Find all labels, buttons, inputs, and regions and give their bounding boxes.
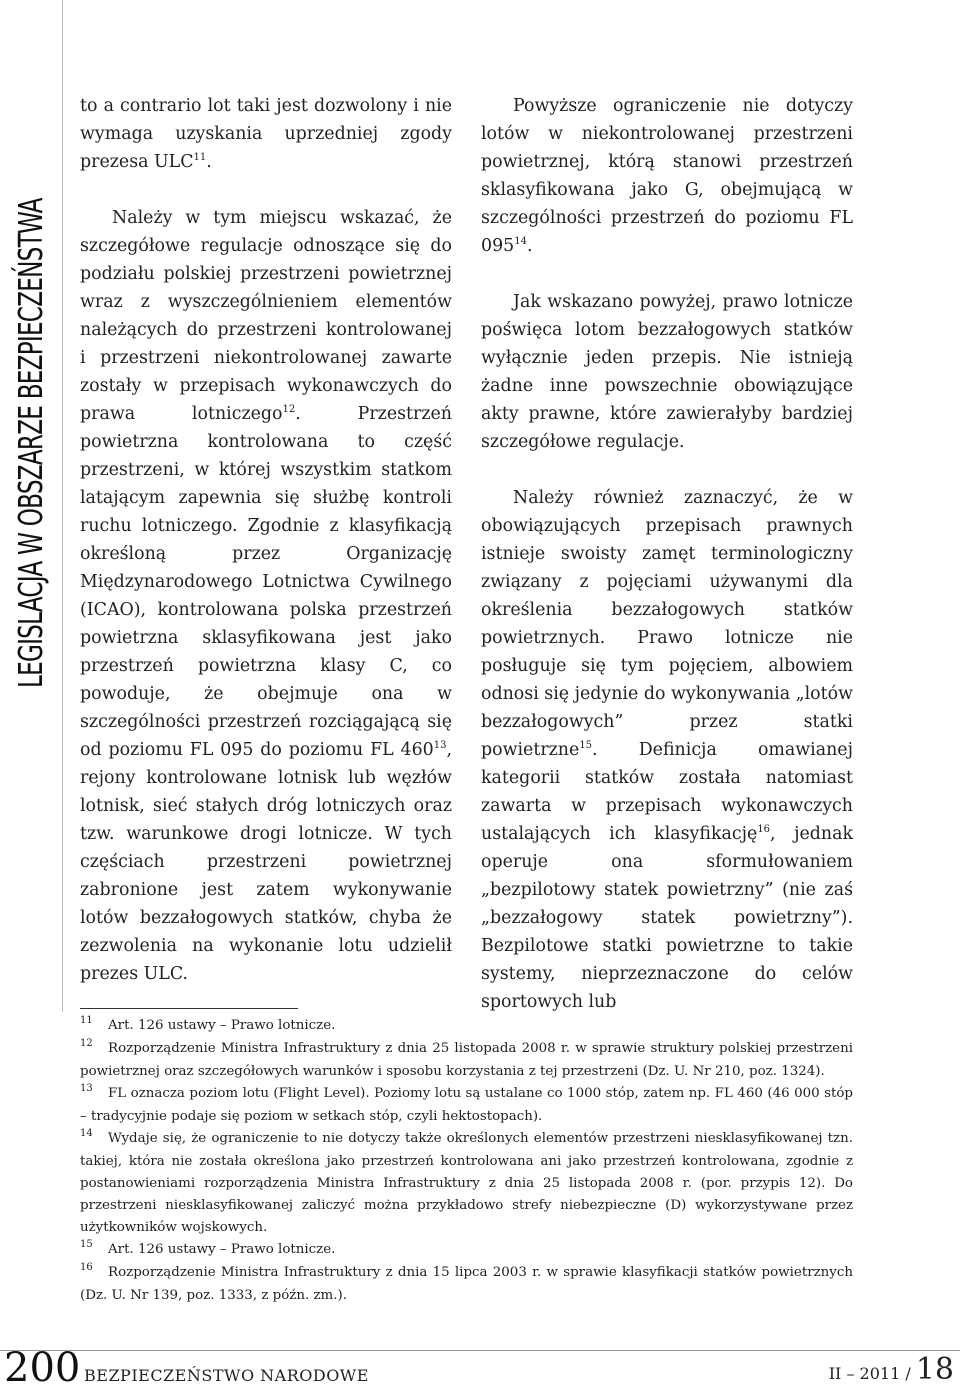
paragraph-text: Należy również zaznaczyć, że w obowiązujących przepisach prawnych istnieje swoisty zamęt terminologiczny związany z pojęciami używanymi dla określenia bezzałogowych statków powietrznych. Prawo lotnicze nie posługuje się tym pojęciem, albowiem odnosi się jedynie do wykonywania „lotów bezzałogowych” przez statki powietrzne xyxy=(481,488,853,760)
footnote-text: FL oznacza poziom lotu (Flight Level). Poziomy lotu są ustalane co 1000 stóp, zatem np. FL 460 (46 000 stóp – tradycyjnie podaje się poziom w setkach stóp, czyli hektostopach). xyxy=(80,1086,853,1124)
paragraph-text: to a contrario lot taki jest dozwolony i nie wymaga uzyskania uprzedniej zgody prezesa ULC xyxy=(80,96,452,172)
paragraph: Jak wskazano powyżej, prawo lotnicze poświęca lotom bezzałogowych statków wyłącznie jeden przepis. Nie istnieją żadne inne powszechnie obowiązujące akty prawne, które zawierałyby bardziej szczegółowe regulacje. xyxy=(481,292,853,452)
footnote xyxy=(80,1038,853,1083)
footnote-number: 16 xyxy=(80,1262,93,1273)
footnote-number: 11 xyxy=(80,1015,93,1026)
footnote-text: Rozporządzenie Ministra Infrastruktury z dnia 25 listopada 2008 r. w sprawie struktury polskiej przestrzeni powietrznej oraz szczegółowych warunków i sposobu korzystania z tej przestrzeni (Dz. U. Nr 210, poz. 1324). xyxy=(80,1041,853,1079)
footnote-number: 13 xyxy=(80,1083,93,1094)
footnote-separator xyxy=(80,1008,298,1009)
footnote-ref[interactable]: 12 xyxy=(282,404,296,416)
paragraph xyxy=(481,484,853,1016)
footnote-text: Rozporządzenie Ministra Infrastruktury z dnia 15 lipca 2003 r. w sprawie klasyfikacji statków powietrznych (Dz. U. Nr 139, poz. 1333, z późn. zm.). xyxy=(80,1265,853,1303)
paragraph-text: . Przestrzeń powietrzna kontrolowana to część przestrzeni, w której wszystkim statkom latającym zapewnia się służbę kontroli ruchu lotniczego. Zgodnie z klasyfikacją określoną przez Organizację Międzynarodowego Lotnictwa Cywilnego (ICAO), kontrolowana polska przestrzeń powietrzna sklasyfikowana jest jako przestrzeń powietrzna klasy C, co powoduje, że obejmuje ona w szczególności przestrzeń rozciągającą się od poziomu FL 095 do poziomu FL 460 xyxy=(80,404,452,760)
footer-divider xyxy=(0,1350,960,1351)
issue-number: 18 xyxy=(915,1352,954,1387)
section-title: LEGISLACJA W OBSZARZE BEZPIECZEŃSTWA xyxy=(11,198,50,688)
footnote xyxy=(80,1239,853,1262)
footnotes xyxy=(80,1015,853,1307)
page-number: 200 xyxy=(4,1345,81,1391)
side-divider xyxy=(62,0,63,1012)
paragraph-text: Należy w tym miejscu wskazać, że szczegółowe regulacje odnoszące się do podziału polskiej przestrzeni powietrznej wraz z wyszczególnieniem elementów należących do przestrzeni kontrolowanej i przestrzeni niekontrolowanej zawarte zostały w przepisach wykonawczych do prawa lotniczego xyxy=(80,208,452,424)
paragraph xyxy=(481,92,853,260)
footnote-text: Wydaje się, że ograniczenie to nie dotyczy także określonych elementów przestrzeni niesklasyfikowanej tzn. takiej, która nie została określona jako przestrzeń kontrolowana ani jako przestrzeń kontrolowana, zgodnie z postanowieniami rozporządzenia Ministra Infrastruktury z dnia 25 listopada 2008 r. (por. przypis 12). Do przestrzeni niesklasyfikowanej zaliczyć można przykładowo strefy niebezpieczne (D) wykorzystywane przez użytkowników wojskowych. xyxy=(80,1131,853,1235)
footnote-text: Art. 126 ustawy – Prawo lotnicze. xyxy=(108,1242,336,1257)
paragraph-text: , jednak operuje ona sformułowaniem „bezpilotowy statek powietrzny” (nie zaś „bezzałogowy statek powietrzny”). Bezpilotowe statki powietrzne to takie systemy, nieprzeznaczone do celów sportowych lub xyxy=(481,824,853,1012)
footnote-number: 12 xyxy=(80,1038,93,1049)
paragraph: to a contrario lot taki jest dozwolony i nie wymaga uzyskania uprzedniej zgody prezesa ULC$^{11}$. xyxy=(80,96,452,172)
footnote-ref[interactable]: 14 xyxy=(514,236,527,248)
footnote-ref[interactable]: 15 xyxy=(579,740,593,752)
footnote-ref[interactable]: 11 xyxy=(193,152,207,164)
footnote-ref[interactable]: 16 xyxy=(757,824,771,836)
footnote-ref[interactable]: 13 xyxy=(433,740,447,752)
footnote-number: 14 xyxy=(80,1128,93,1139)
paragraph-text: . Definicja omawianej kategorii statków została natomiast zawarta w przepisach wykonawczych ustalających ich klasyfikację xyxy=(481,740,853,844)
footnote xyxy=(80,1083,853,1128)
footnote-number: 15 xyxy=(80,1239,93,1250)
left-column xyxy=(80,92,452,988)
footnote xyxy=(80,1262,853,1307)
footnote xyxy=(80,1015,853,1038)
issue-prefix: II – 2011 / xyxy=(828,1364,916,1383)
journal-title: BEZPIECZEŃSTWO NARODOWE xyxy=(84,1366,369,1385)
paragraph-text: . xyxy=(526,236,533,256)
footnote xyxy=(80,1128,853,1239)
paragraph xyxy=(80,204,452,988)
paragraph-text: , rejony kontrolowane lotnisk lub węzłów lotnisk, sieć stałych dróg lotniczych oraz tzw. warunkowe drogi lotnicze. W tych częściach przestrzeni powietrznej zabronione jest zatem wykonywanie lotów bezzałogowych statków, chyba że zezwolenia na wykonanie lotu udzielił prezes ULC. xyxy=(80,740,452,984)
issue-info xyxy=(829,1352,954,1387)
footnote-text: Art. 126 ustawy – Prawo lotnicze. xyxy=(108,1018,336,1033)
section-header xyxy=(0,0,60,700)
right-column xyxy=(481,92,853,1016)
paragraph-text: Powyższe ograniczenie nie dotyczy lotów w niekontrolowanej przestrzeni powietrznej, którą stanowi przestrzeń sklasyfikowana jako G, obejmującą w szczególności przestrzeń do poziomu FL 095 xyxy=(481,96,853,256)
